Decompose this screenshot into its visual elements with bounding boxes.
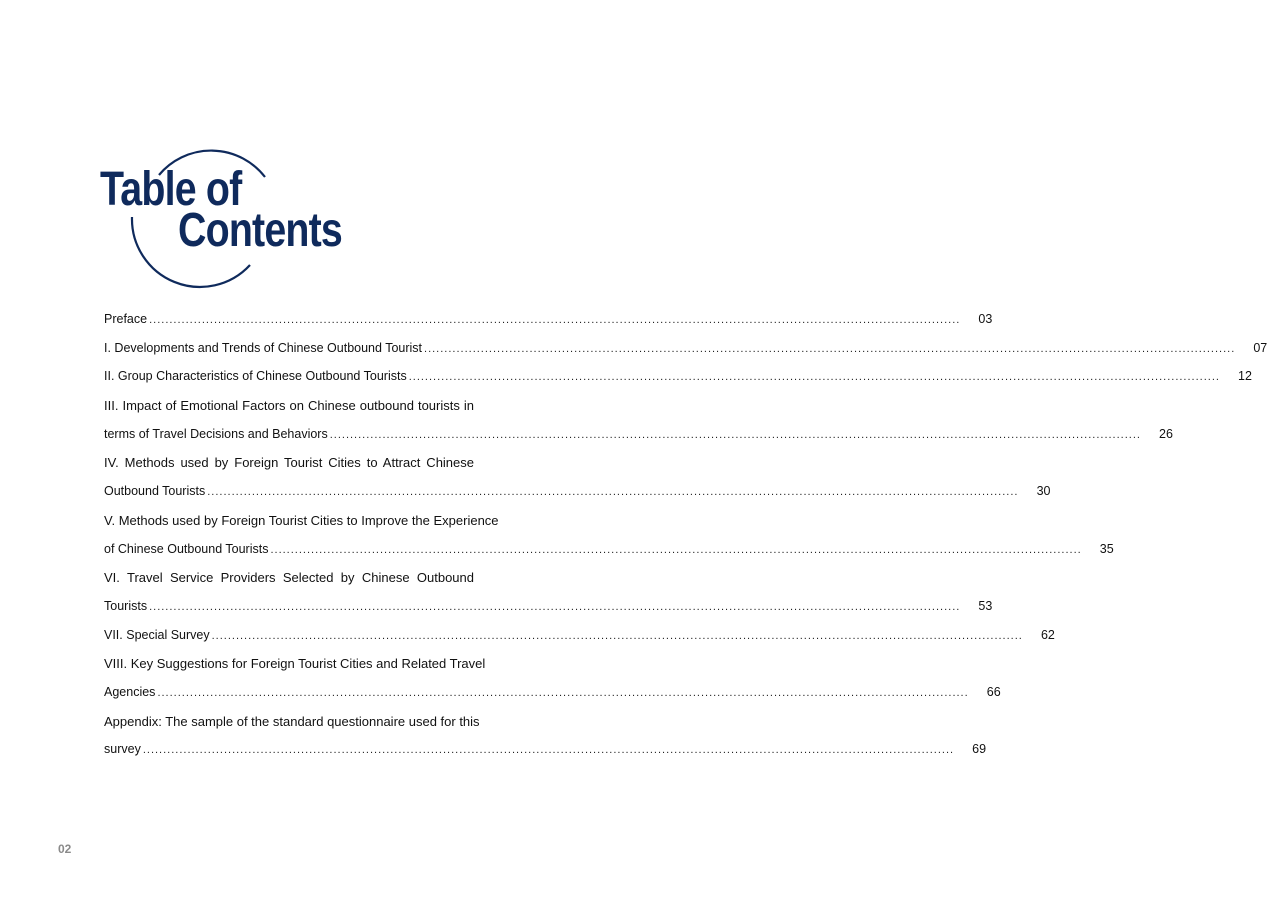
toc-entry[interactable] [104, 541, 1114, 571]
toc-dot-leader: ........................................................................................................................................................................................................ [408, 371, 1220, 384]
toc-entry-title: III. Impact of Emotional Factors on Chinese outbound tourists in [104, 398, 474, 414]
toc-entry-title: Agencies [104, 684, 156, 699]
toc-entry-title: IV. Methods used by Foreign Tourist Cities to Attract Chinese [104, 455, 474, 471]
toc-page-number: 66 [986, 684, 1001, 699]
toc-entry-title: I. Developments and Trends of Chinese Outbound Tourist [104, 340, 423, 355]
toc-dot-leader: ........................................................................................................................................................................................................ [142, 744, 955, 757]
toc-entry-title: terms of Travel Decisions and Behaviors [104, 426, 328, 441]
toc-dot-leader: ........................................................................................................................................................................................................ [157, 686, 969, 699]
toc-entry[interactable] [104, 513, 504, 542]
toc-page-number: 12 [1238, 369, 1252, 384]
toc-page-number: 35 [1099, 541, 1114, 556]
toc-entry[interactable] [104, 455, 504, 484]
toc-entry[interactable] [104, 340, 1267, 370]
toc-dot-leader: ........................................................................................................................................................................................................ [211, 629, 1023, 642]
toc-dot-leader: ........................................................................................................................................................................................................ [424, 342, 1236, 355]
toc-entry[interactable] [104, 598, 993, 628]
toc-entry[interactable] [104, 484, 1051, 513]
toc-entry-title: of Chinese Outbound Tourists [104, 541, 269, 556]
toc-entry[interactable] [104, 312, 993, 341]
toc-entry[interactable] [104, 742, 987, 771]
toc-entry[interactable] [104, 369, 1252, 398]
toc-page-number: 53 [978, 598, 993, 613]
toc-entry-title: V. Methods used by Foreign Tourist Cities to Improve the Experience [104, 512, 499, 528]
toc-dot-leader: ........................................................................................................................................................................................................ [149, 314, 961, 326]
toc-entry-title: VIII. Key Suggestions for Foreign Tourist Cities and Related Travel [104, 656, 486, 672]
toc-dot-leader: ........................................................................................................................................................................................................ [329, 428, 1141, 441]
toc-entry-title: II. Group Characteristics of Chinese Outbound Tourists [104, 369, 407, 384]
toc-entry[interactable] [104, 426, 1173, 456]
toc-dot-leader: ........................................................................................................................................................................................................ [270, 543, 1082, 556]
page-number: 02 [58, 842, 72, 856]
toc-entry[interactable] [104, 627, 1055, 657]
title-line-1: Table of [100, 163, 242, 216]
toc-page-number: 03 [978, 312, 993, 326]
toc-entry-title: Preface [104, 312, 148, 326]
toc-page-number: 07 [1253, 340, 1267, 355]
toc-page-number: 26 [1159, 426, 1173, 441]
toc-page-number: 69 [972, 742, 987, 757]
toc-dot-leader: ........................................................................................................................................................................................................ [149, 600, 961, 613]
title-line-2: Contents [178, 204, 342, 257]
toc-dot-leader: ........................................................................................................................................................................................................ [207, 486, 1019, 499]
table-of-contents [104, 312, 1267, 771]
toc-entry[interactable] [104, 570, 504, 599]
toc-title [100, 137, 360, 282]
toc-entry-title: survey [104, 742, 141, 757]
toc-page-number: 30 [1036, 484, 1051, 499]
toc-entry-title: Appendix: The sample of the standard questionnaire used for this [104, 713, 480, 729]
toc-entry-title: Tourists [104, 598, 148, 613]
toc-entry[interactable] [104, 684, 1001, 714]
toc-entry-title: VI. Travel Service Providers Selected by Chinese Outbound [104, 570, 474, 586]
toc-entry[interactable] [104, 714, 504, 743]
toc-entry[interactable] [104, 656, 504, 685]
toc-entry-title: Outbound Tourists [104, 484, 206, 499]
toc-page-number: 62 [1040, 627, 1055, 642]
toc-entry[interactable] [104, 398, 504, 427]
toc-entry-title: VII. Special Survey [104, 627, 210, 642]
